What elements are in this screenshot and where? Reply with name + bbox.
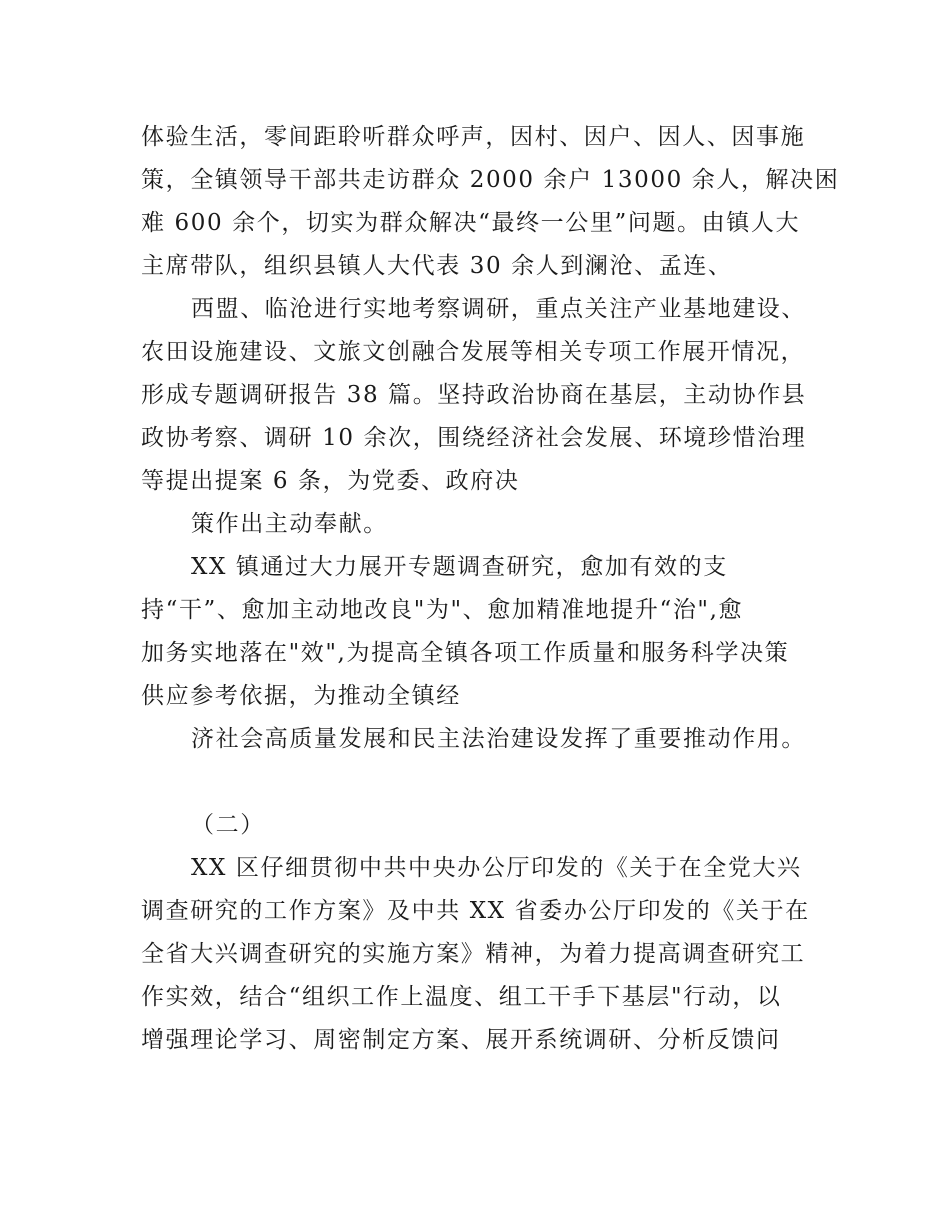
paragraph-line: 加务实地落在"效",为提高全镇各项工作质量和服务科学决策	[141, 640, 790, 666]
paragraph-line: 济社会高质量发展和民主法治建设发挥了重要推动作用。	[191, 726, 806, 752]
paragraph-line: XX 区仔细贯彻中共中央办公厅印发的《关于在全党大兴	[191, 855, 802, 881]
paragraph-line: 调查研究的工作方案》及中共 XX 省委办公厅印发的《关于在	[141, 898, 810, 924]
paragraph-line: 持“干”、愈加主动地改良"为"、愈加精准地提升“治",愈	[141, 597, 744, 623]
paragraph-line: 政协考察、调研 10 余次，围绕经济社会发展、环境珍惜治理	[141, 425, 807, 451]
paragraph-line: XX 镇通过大力展开专题调查研究，愈加有效的支	[191, 554, 728, 580]
document-body	[141, 116, 840, 1062]
paragraph-line: 农田设施建设、文旅文创融合发展等相关专项工作展开情况，	[141, 339, 806, 365]
paragraph-line: 主席带队，组织县镇人大代表 30 余人到澜沧、孟连、	[141, 253, 733, 279]
paragraph-line: 体验生活，零间距聆听群众呼声，因村、因户、因人、因事施	[141, 124, 806, 150]
paragraph-line: 策，全镇领导干部共走访群众 2000 余户 13000 余人，解决困	[141, 167, 840, 193]
paragraph-line: 作实效，结合“组织工作上温度、组工干手下基层"行动，以	[141, 984, 782, 1010]
section-heading: （二）	[191, 812, 265, 838]
paragraph-line: 难 600 余个，切实为群众解决“最终一公里”问题。由镇人大	[141, 210, 801, 236]
paragraph-line: 形成专题调研报告 38 篇。坚持政治协商在基层，主动协作县	[141, 382, 807, 408]
paragraph-line: 全省大兴调查研究的实施方案》精神，为着力提高调查研究工	[141, 941, 806, 967]
paragraph-line: 策作出主动奉献。	[191, 511, 388, 537]
paragraph-line: 西盟、临沧进行实地考察调研，重点关注产业基地建设、	[191, 296, 806, 322]
paragraph-line: 等提出提案 6 条，为党委、政府决	[141, 468, 520, 494]
paragraph-spacer	[141, 761, 821, 804]
paragraph-line: 供应参考依据，为推动全镇经	[141, 683, 461, 709]
paragraph-line: 增强理论学习、周密制定方案、展开系统调研、分析反馈问	[141, 1027, 781, 1053]
